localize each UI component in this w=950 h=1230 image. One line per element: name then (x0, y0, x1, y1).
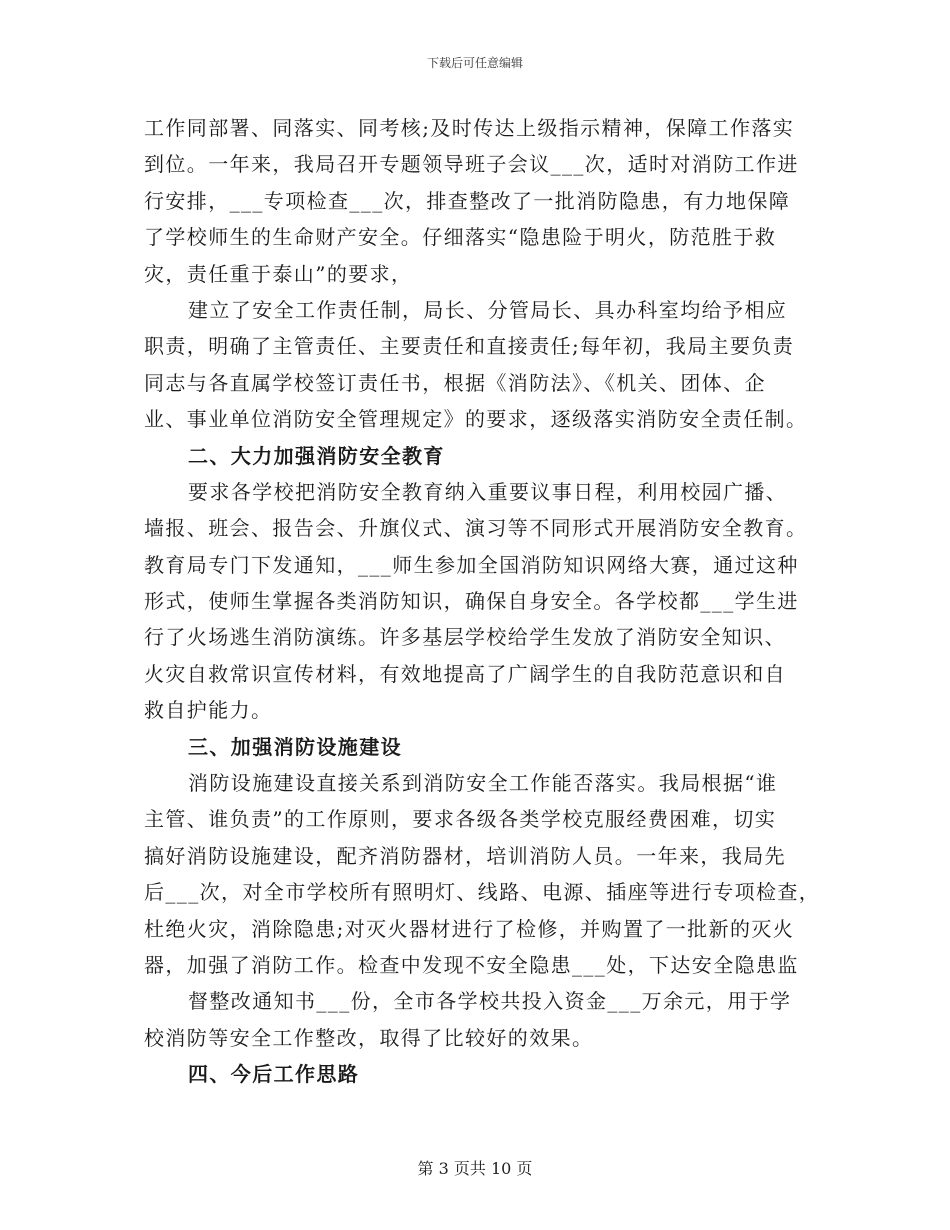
paragraph-line: 校消防等安全工作整改，取得了比较好的效果。 (144, 1025, 594, 1050)
paragraph-line: 救自护能力。 (144, 698, 273, 723)
paragraph-line: 后___次，对全市学校所有照明灯、线路、电源、插座等进行专项检查， (144, 880, 821, 905)
paragraph-line: 业、事业单位消防安全管理规定》的要求，逐级落实消防安全责任制。 (144, 407, 808, 432)
paragraph-line: 器，加强了消防工作。检查中发现不安全隐患___处，下达安全隐患监 (144, 952, 799, 977)
paragraph-line: 行了火场逃生消防演练。许多基层学校给学生发放了消防安全知识、 (144, 625, 786, 650)
paragraph-line: 教育局专门下发通知，___师生参加全国消防知识网络大赛，通过这种 (144, 552, 799, 577)
page-header: 下载后可任意编辑 (426, 56, 523, 70)
paragraph-line: 搞好消防设施建设，配齐消防器材，培训消防人员。一年来，我局先 (144, 843, 786, 868)
paragraph-line: 同志与各直属学校签订责任书，根据《消防法》、《机关、团体、企 (144, 370, 766, 395)
document-body (144, 110, 821, 1093)
paragraph-line: 杜绝火灾，消除隐患;对灭火器材进行了检修，并购置了一批新的灭火 (144, 916, 795, 941)
paragraph-line: 灾，责任重于泰山”的要求， (144, 261, 413, 286)
paragraph-line: 消防设施建设直接关系到消防安全工作能否落实。我局根据“谁 (188, 771, 778, 796)
paragraph-line: 到位。一年来，我局召开专题领导班子会议___次，适时对消防工作进 (144, 152, 799, 177)
paragraph-line: 形式，使师生掌握各类消防知识，确保自身安全。各学校都___学生进 (144, 589, 799, 614)
paragraph-line: 要求各学校把消防安全教育纳入重要议事日程，利用校园广播、 (188, 479, 788, 504)
paragraph-line: 火灾自救常识宣传材料，有效地提高了广阔学生的自我防范意识和自 (144, 661, 786, 686)
paragraph-line: 了学校师生的生命财产安全。仔细落实“隐患险于明火，防范胜于救 (144, 225, 777, 250)
section-heading: 二、大力加强消防安全教育 (188, 443, 445, 468)
paragraph-line: 建立了安全工作责任制，局长、分管局长、具办科室均给予相应 (188, 297, 788, 322)
page-footer: 第 3 页共 10 页 (417, 1159, 533, 1178)
paragraph-line: 墙报、班会、报告会、升旗仪式、演习等不同形式开展消防安全教育。 (144, 516, 808, 541)
paragraph-line: 工作同部署、同落实、同考核;及时传达上级指示精神，保障工作落实 (144, 116, 795, 140)
paragraph-line: 督整改通知书___份，全市各学校共投入资金___万余元，用于学 (188, 989, 792, 1014)
paragraph-line: 行安排，___专项检查___次，排查整改了一批消防隐患，有力地保障 (144, 188, 791, 213)
section-heading: 四、今后工作思路 (188, 1062, 360, 1087)
paragraph-line: 职责，明确了主管责任、主要责任和直接责任;每年初，我局主要负责 (144, 334, 795, 359)
paragraph-line: 主管、谁负责”的工作原则，要求各级各类学校克服经费困难，切实 (144, 807, 777, 832)
section-heading: 三、加强消防设施建设 (188, 734, 402, 759)
